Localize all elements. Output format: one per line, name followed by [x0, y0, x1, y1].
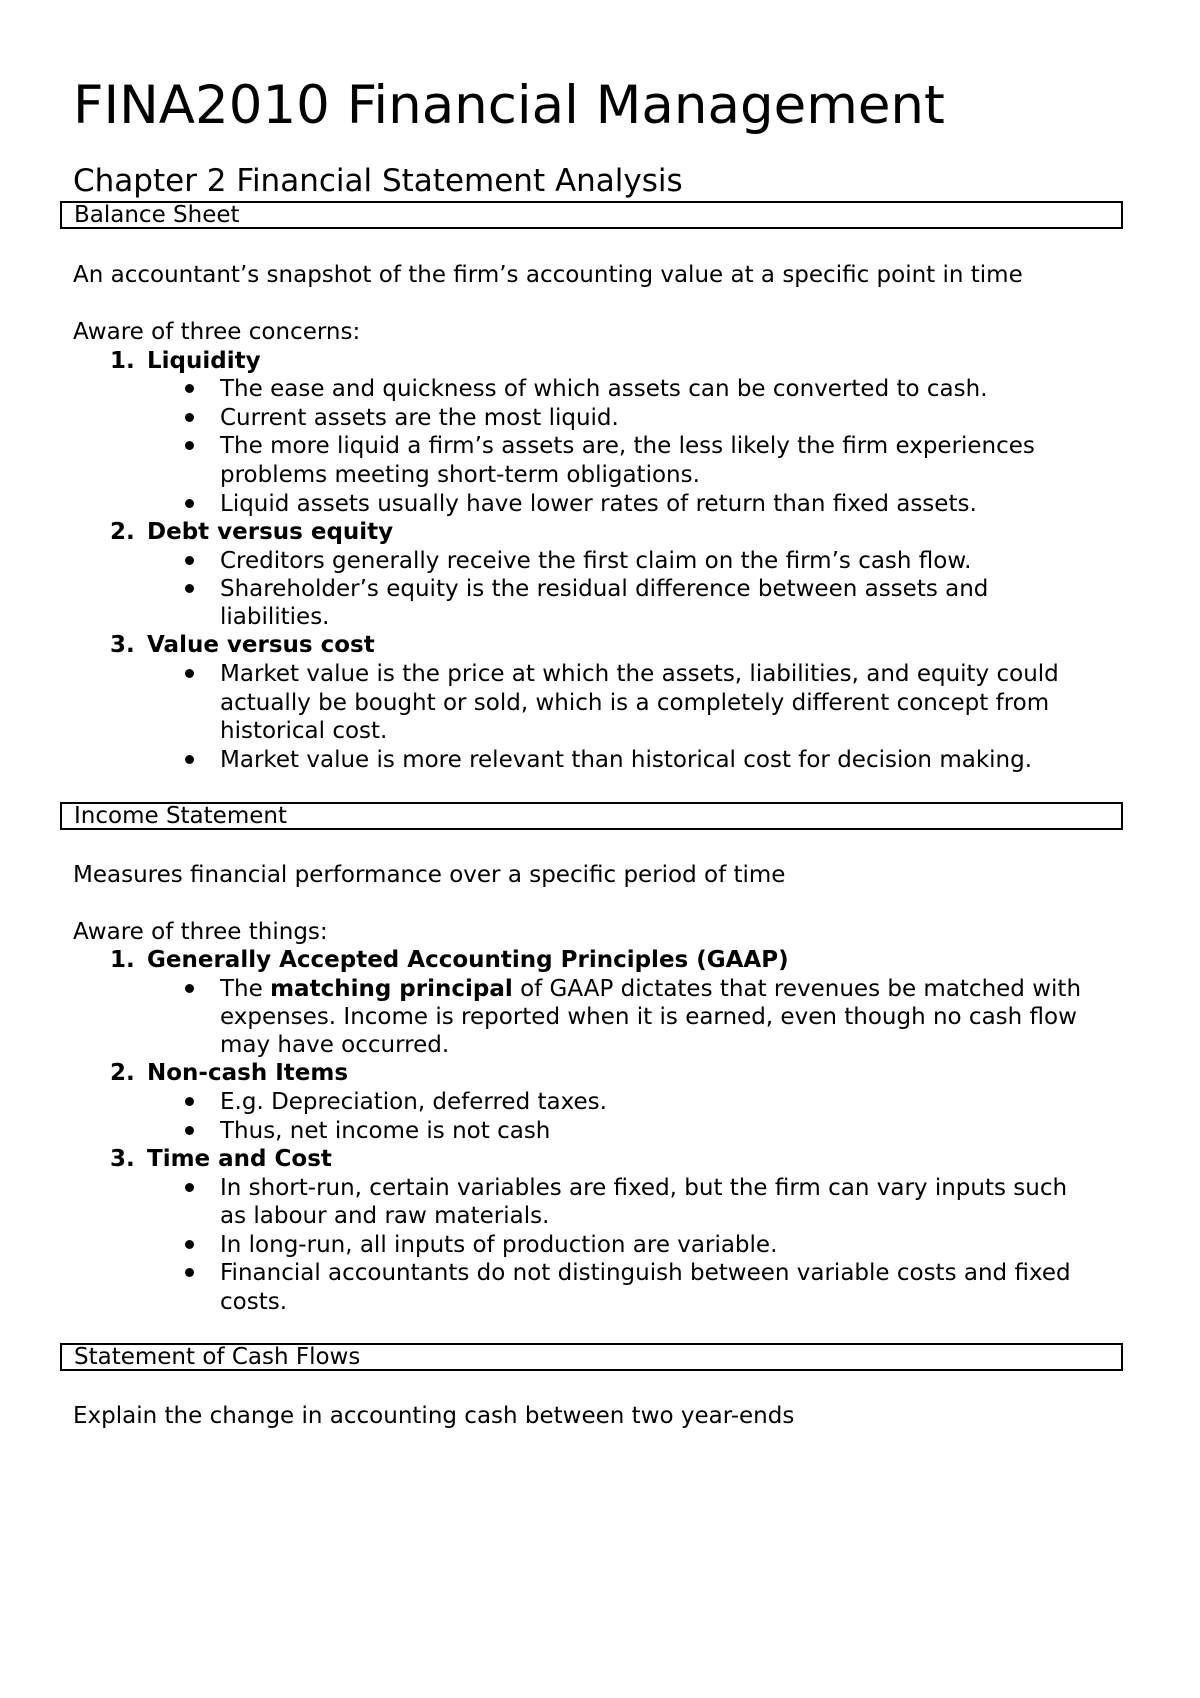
list-item: Shareholder’s equity is the residual difference between assets and	[220, 576, 989, 602]
concern-value-cost-title: Value versus cost	[147, 632, 375, 658]
bullet-icon	[185, 669, 194, 678]
list-item: Current assets are the most liquid.	[220, 405, 619, 431]
thing-non-cash-title: Non-cash Items	[147, 1060, 349, 1086]
bullet-icon	[185, 755, 194, 764]
income-statement-intro: Aware of three things:	[73, 919, 328, 945]
balance-sheet-header: Balance Sheet	[60, 201, 1123, 229]
cash-flows-header: Statement of Cash Flows	[60, 1343, 1123, 1371]
document-title: FINA2010 Financial Management	[73, 75, 945, 136]
concern-liquidity-title: Liquidity	[147, 348, 261, 374]
list-number: 2.	[110, 1060, 135, 1086]
list-item-continuation: may have occurred.	[220, 1032, 450, 1058]
gaap-bullet-suffix: of GAAP dictates that revenues be matched with	[512, 976, 1082, 1002]
balance-sheet-intro: Aware of three concerns:	[73, 319, 361, 345]
bullet-icon	[185, 556, 194, 565]
list-item: Creditors generally receive the first claim on the firm’s cash flow.	[220, 548, 972, 574]
list-item: Market value is the price at which the assets, liabilities, and equity could	[220, 661, 1059, 687]
list-item: In short-run, certain variables are fixed, but the firm can vary inputs such	[220, 1175, 1068, 1201]
cash-flows-definition: Explain the change in accounting cash between two year-ends	[73, 1403, 795, 1429]
bullet-icon	[185, 441, 194, 450]
gaap-bullet-prefix: The	[220, 976, 271, 1002]
matching-principal-emphasis: matching principal	[270, 976, 513, 1002]
list-item-continuation: liabilities.	[220, 604, 330, 630]
list-number: 1.	[110, 348, 135, 374]
list-item-continuation: problems meeting short-term obligations.	[220, 462, 700, 488]
list-item: The ease and quickness of which assets can be converted to cash.	[220, 376, 988, 402]
list-item-continuation: actually be bought or sold, which is a completely different concept from	[220, 690, 1050, 716]
bullet-icon	[185, 1240, 194, 1249]
list-item	[220, 975, 1081, 1003]
list-number: 3.	[110, 632, 135, 658]
chapter-heading: Chapter 2 Financial Statement Analysis	[73, 163, 683, 199]
list-number: 2.	[110, 519, 135, 545]
bullet-icon	[185, 584, 194, 593]
list-item: E.g. Depreciation, deferred taxes.	[220, 1089, 607, 1115]
list-number: 3.	[110, 1146, 135, 1172]
list-item: Financial accountants do not distinguish between variable costs and fixed	[220, 1260, 1071, 1286]
list-item: The more liquid a firm’s assets are, the less likely the firm experiences	[220, 433, 1035, 459]
bullet-icon	[185, 1097, 194, 1106]
income-statement-definition: Measures financial performance over a specific period of time	[73, 862, 786, 888]
bullet-icon	[185, 1126, 194, 1135]
income-statement-header: Income Statement	[60, 802, 1123, 830]
thing-time-cost-title: Time and Cost	[147, 1146, 332, 1172]
list-item: Liquid assets usually have lower rates of return than fixed assets.	[220, 491, 977, 517]
list-item: Market value is more relevant than historical cost for decision making.	[220, 747, 1033, 773]
bullet-icon	[185, 1268, 194, 1277]
bullet-icon	[185, 499, 194, 508]
list-item-continuation: as labour and raw materials.	[220, 1203, 550, 1229]
bullet-icon	[185, 984, 194, 993]
concern-debt-equity-title: Debt versus equity	[147, 519, 394, 545]
bullet-icon	[185, 413, 194, 422]
list-item-continuation: expenses. Income is reported when it is earned, even though no cash flow	[220, 1004, 1077, 1030]
list-item-continuation: historical cost.	[220, 718, 388, 744]
list-number: 1.	[110, 947, 135, 973]
bullet-icon	[185, 1183, 194, 1192]
list-item: Thus, net income is not cash	[220, 1118, 551, 1144]
list-item: In long-run, all inputs of production are variable.	[220, 1232, 778, 1258]
list-item-continuation: costs.	[220, 1289, 288, 1315]
thing-gaap-title: Generally Accepted Accounting Principles (GAAP)	[147, 947, 789, 973]
balance-sheet-definition: An accountant’s snapshot of the firm’s accounting value at a specific point in time	[73, 262, 1023, 288]
bullet-icon	[185, 384, 194, 393]
